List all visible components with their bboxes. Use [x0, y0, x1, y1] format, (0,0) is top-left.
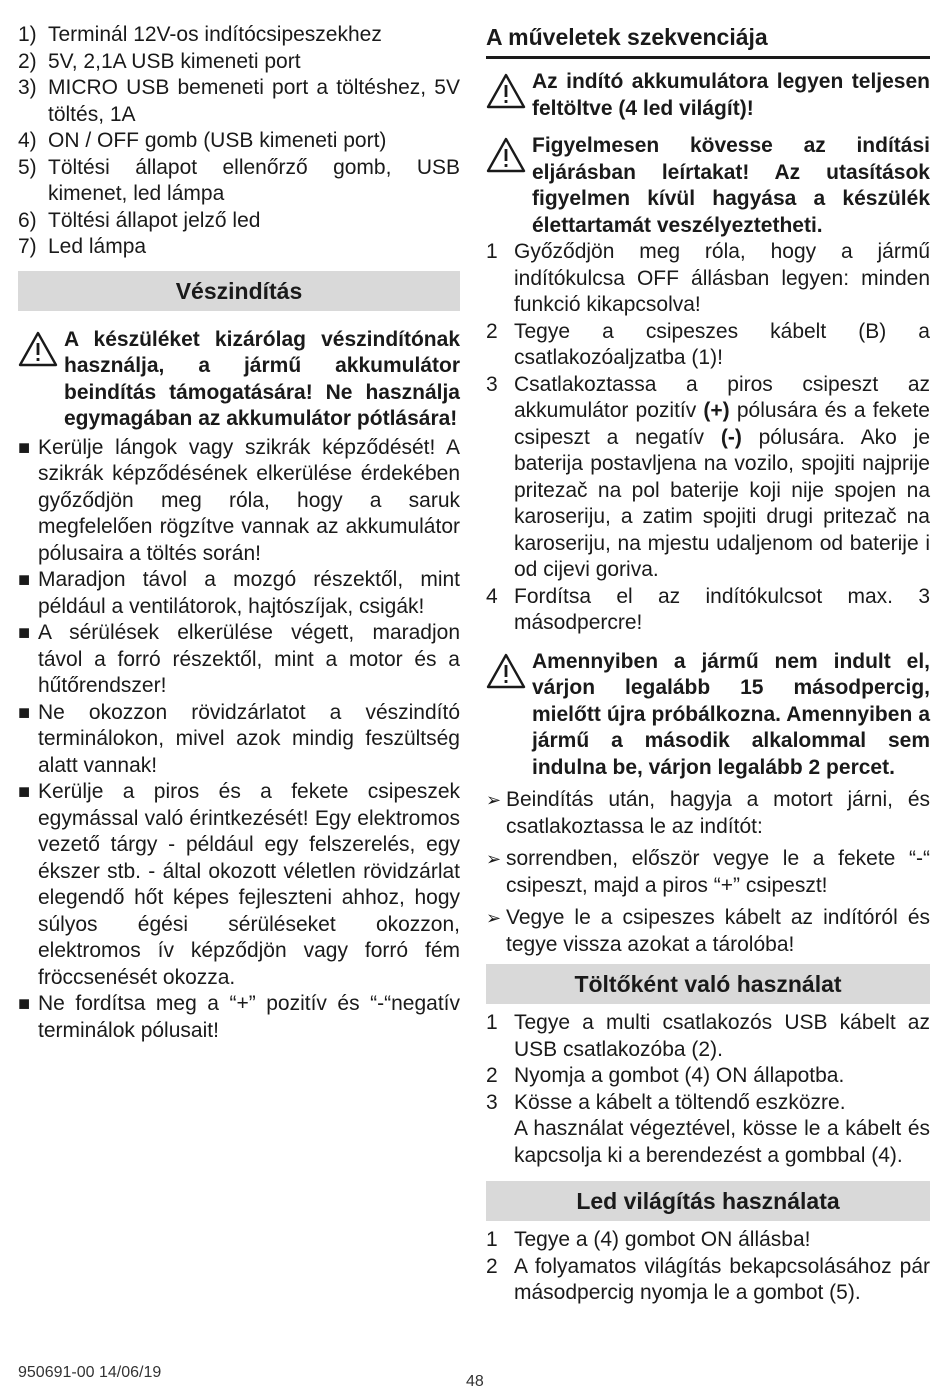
charger-note: A használat végeztével, kösse le a kábelt és kapcsolja ki a berendezést a gombbal (4). — [514, 1117, 930, 1167]
sequence-steps — [486, 239, 930, 637]
warning-triangle-icon — [486, 69, 532, 109]
warning-triangle-icon — [486, 133, 532, 173]
charger-steps — [486, 1010, 930, 1116]
list-item: 2) 5V, 2,1A USB kimeneti port — [18, 49, 301, 73]
list-item: ■ A sérülések elkerülése végett, maradjon távol a forró részektől, mint a motor és a hűtőrendszer! — [18, 620, 460, 700]
list-item: ➢ Beindítás után, hagyja a motort járni, és csatlakoztassa le az indítót: — [486, 787, 930, 840]
list-item: 3 Csatlakoztassa a piros csipeszt az akkumulátor pozitív (+) pólusára és a fekete csipeszt a negatív (-) pólusára. Ako je baterija postavljena na vozilo, spojiti najprije pritezač na pol baterije koji nije spojen na karoseriju, a zatim spojiti drugi pritezač na karoseriju, na mjestu udaljenom od baterije i od cijevi goriva. — [486, 372, 930, 581]
led-steps — [486, 1227, 930, 1307]
square-bullet-icon: ■ — [18, 781, 31, 803]
square-bullet-icon: ■ — [18, 436, 31, 459]
list-item: 4 Fordítsa el az indítókulcsot max. 3 másodpercre! — [486, 584, 930, 634]
document-code: 950691-00 14/06/19 — [18, 1364, 162, 1381]
list-item: ■ Maradjon távol a mozgó részektől, mint például a ventilátorok, hajtószíjak, csigák! — [18, 567, 460, 620]
list-item: 1) Terminál 12V-os indítócsipeszekhez — [18, 23, 382, 46]
warning-text: Az indító akkumulátora legyen teljesen feltöltve (4 led világít)! — [532, 70, 930, 120]
square-bullet-icon: ■ — [18, 622, 31, 644]
arrow-bullet-icon: ➢ — [486, 908, 502, 928]
section-heading-sequence: A műveletek szekvenciája — [486, 22, 930, 59]
warning-block — [486, 69, 930, 122]
warning-block — [486, 649, 930, 782]
warning-text: A készüléket kizárólag vészindítónak használja, a jármű akkumulátor beindítás támogatására! Ne használja egymagában az akkumulátor pótlására! — [64, 327, 460, 430]
list-item: 3) MICRO USB bemeneti port a töltéshez, 5V töltés, 1A — [18, 76, 460, 126]
arrow-bullet-icon: ➢ — [486, 790, 502, 810]
list-item: 3 Kösse a kábelt a töltendő eszközre. — [486, 1090, 846, 1114]
list-item: ➢ sorrendben, először vegye le a fekete “-“ csipeszt, majd a piros “+” csipeszt! — [486, 846, 930, 899]
list-item: ■ Ne fordítsa meg a “+” pozitív és “-“negatív terminálok pólusait! — [18, 991, 460, 1044]
list-item: 6) Töltési állapot jelző led — [18, 208, 261, 232]
list-item: ■ Kerülje a piros és a fekete csipeszek egymással való érintkezését! Egy elektromos vezető tárgy - például egy felszerelés, egy ékszer stb. - által okozott véletlen rövidzárlat elegendő hőt képes fejleszteni ahhoz, hogy súlyos égési sérüléseket okozzon, elektromos ív képződjön vagy forró fém fröccsenését okozza. — [18, 779, 460, 991]
list-item: 2 Tegye a csipeszes kábelt (B) a csatlakozóaljzatba (1)! — [486, 319, 930, 369]
list-item: ■ Ne okozzon rövidzárlatot a vészindító terminálokon, mivel azok mindig feszültség alatt vannak! — [18, 700, 460, 780]
section-heading-charger: Töltőként való használat — [486, 964, 930, 1004]
arrow-bullet-icon: ➢ — [486, 849, 502, 869]
components-list — [18, 22, 460, 261]
section-heading-emergency: Vészindítás — [18, 271, 460, 311]
warning-text: Amennyiben a jármű nem indult el, várjon legalább 15 másodpercig, mielőtt újra próbálkozna. Amennyiben a jármű a második alkalommal sem indulna be, várjon legalább 2 percet. — [532, 649, 930, 779]
square-bullet-icon: ■ — [18, 569, 31, 591]
warning-text: Figyelmesen kövesse az indítási eljárásban leírtakat! Az utasítások figyelmen kívül hagyása a készülék élettartamát veszélyeztetheti. — [532, 134, 930, 237]
after-start-list — [486, 787, 930, 958]
list-item: 2 Nyomja a gombot (4) ON állapotba. — [486, 1064, 845, 1087]
left-column — [18, 22, 460, 1044]
list-item: ■ Kerülje lángok vagy szikrák képződését! A szikrák képződésének elkerülése érdekében győződjön meg róla, hogy a saruk megfelelően rögzítve vannak az akkumulátor pólusaira a töltés során! — [18, 435, 460, 568]
square-bullet-icon: ■ — [18, 993, 31, 1015]
warning-block — [486, 133, 930, 239]
safety-bullets — [18, 435, 460, 1045]
list-item: 2 A folyamatos világítás bekapcsolásához pár másodpercig nyomja le a gombot (5). — [486, 1254, 930, 1304]
square-bullet-icon: ■ — [18, 701, 31, 724]
list-item: 1 Tegye a multi csatlakozós USB kábelt az USB csatlakozóba (2). — [486, 1011, 930, 1061]
list-item: 5) Töltési állapot ellenőrző gomb, USB kimenet, led lámpa — [18, 155, 460, 205]
list-item: 4) ON / OFF gomb (USB kimeneti port) — [18, 129, 387, 152]
section-heading-led: Led világítás használata — [486, 1181, 930, 1221]
warning-triangle-icon — [18, 327, 64, 367]
page-number: 48 — [466, 1373, 484, 1390]
warning-block — [18, 327, 460, 433]
list-item: 1 Győződjön meg róla, hogy a jármű indítókulcsa OFF állásban legyen: minden funkció kikapcsolva! — [486, 240, 930, 316]
warning-triangle-icon — [486, 649, 532, 689]
list-item: ➢ Vegye le a csipeszes kábelt az indítóról és tegye vissza azokat a tárolóba! — [486, 905, 930, 958]
list-item: 7) Led lámpa — [18, 235, 147, 258]
list-item: 1 Tegye a (4) gombot ON állásba! — [486, 1228, 811, 1251]
right-column — [486, 22, 930, 1307]
